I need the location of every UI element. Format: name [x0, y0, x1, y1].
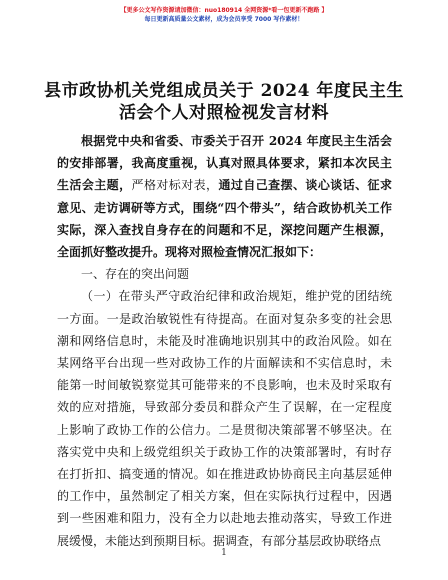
promo-line-2: 每日更新高质量公文素材，成为会员享受 7000 写作素材！	[144, 16, 304, 23]
document-body	[57, 130, 392, 552]
intro-part-2: 严格对标对表，	[131, 178, 219, 193]
intro-part-3: 通过自己查摆、谈心谈话、征求意见、走访调研等方式，围绕“四个带头”，结合政协机关工作实际，深入查找自身存在的问题和不足，深挖问题产生根源，全面抓好整改提升。现将对照检查情况汇报如下：	[57, 178, 392, 260]
body-paragraph: （一）在带头严守政治纪律和政治规矩，维护党的团结统一方面。一是政治敏锐性有待提高。在面对复杂多变的社会思潮和网络信息时，未能及时准确地识别其中的政治风险。如在某网络平台出现一些对政协工作的片面解读和不实信息时，未能第一时间敏锐察觉其可能带来的不良影响，也未及时采取有效的应对措施，导致部分委员和群众产生了误解，在一定程度上影响了政协工作的公信力。二是贯彻决策部署不够坚决。在落实党中央和上级党组织关于政协工作的决策部署时，有时存在打折扣、搞变通的情况。如在推进政协协商民主向基层延伸的工作中，虽然制定了相关方案，但在实际执行过程中，因遇到一些困难和阻力，没有全力以赴地去推动落实，导致工作进展缓慢，未能达到预期目标。据调查，有部分基层政协联络点	[57, 289, 392, 548]
page-number: 1	[221, 548, 227, 558]
intro-paragraph	[57, 130, 392, 263]
intro-part-1: 根据党中央和省委、市委关于召开 2024 年度民主生活会的安排部署，我高度重视，认真对照具体要求，紧扣本次民主生活会主题，	[57, 134, 392, 193]
document-title: 县市政协机关党组成员关于 2024 年度民主生活会个人对照检视发言材料	[44, 81, 404, 123]
promo-banner	[0, 6, 448, 24]
section-heading: 一、存在的突出问题	[81, 267, 190, 282]
promo-line-1: 【更多公文写作资源请加微信：nuo180914 全网资源*看一包更新不跑路 】	[120, 7, 328, 14]
